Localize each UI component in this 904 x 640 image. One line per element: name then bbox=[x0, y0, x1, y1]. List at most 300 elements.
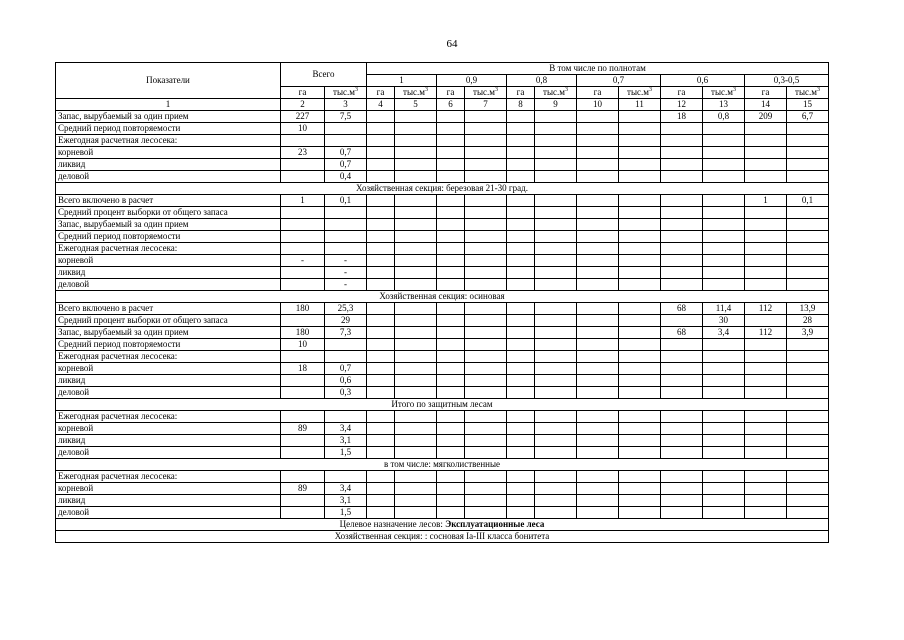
table-cell bbox=[395, 159, 437, 171]
table-cell: 10 bbox=[281, 123, 325, 135]
table-cell bbox=[465, 207, 507, 219]
table-cell bbox=[787, 483, 829, 495]
table-cell bbox=[661, 351, 703, 363]
table-cell bbox=[661, 135, 703, 147]
table-cell bbox=[703, 435, 745, 447]
table-cell: 3,1 bbox=[325, 495, 367, 507]
table-cell bbox=[787, 411, 829, 423]
section-title: Хозяйственная секция: : сосновая Ia-III класса бонитета bbox=[56, 531, 829, 543]
table-cell bbox=[619, 123, 661, 135]
table-cell bbox=[281, 351, 325, 363]
table-cell bbox=[281, 387, 325, 399]
unit-ha: га bbox=[437, 87, 465, 99]
table-cell bbox=[745, 435, 787, 447]
table-cell bbox=[787, 471, 829, 483]
table-cell: 0,6 bbox=[325, 375, 367, 387]
row-label: деловой bbox=[56, 279, 281, 291]
table-cell bbox=[465, 483, 507, 495]
table-cell bbox=[787, 219, 829, 231]
table-row bbox=[56, 267, 829, 279]
table-cell bbox=[745, 411, 787, 423]
table-cell bbox=[619, 495, 661, 507]
table-cell: 112 bbox=[745, 303, 787, 315]
column-number: 7 bbox=[465, 99, 507, 111]
table-cell: 7,5 bbox=[325, 111, 367, 123]
table-cell bbox=[745, 231, 787, 243]
table-cell bbox=[619, 231, 661, 243]
table-cell bbox=[395, 327, 437, 339]
table-cell bbox=[619, 351, 661, 363]
table-cell bbox=[577, 147, 619, 159]
section-row bbox=[56, 531, 829, 543]
table-cell bbox=[535, 315, 577, 327]
table-cell: 0,7 bbox=[325, 363, 367, 375]
table-cell bbox=[395, 483, 437, 495]
table-cell bbox=[395, 495, 437, 507]
table-cell bbox=[367, 447, 395, 459]
table-row bbox=[56, 195, 829, 207]
table-cell bbox=[395, 147, 437, 159]
table-cell bbox=[535, 135, 577, 147]
row-label: Запас, вырубаемый за один прием bbox=[56, 327, 281, 339]
table-cell bbox=[745, 171, 787, 183]
table-cell bbox=[507, 111, 535, 123]
header-density: 0,7 bbox=[577, 75, 661, 87]
table-cell: 68 bbox=[661, 327, 703, 339]
table-row bbox=[56, 435, 829, 447]
column-number: 11 bbox=[619, 99, 661, 111]
table-cell bbox=[437, 123, 465, 135]
table-cell bbox=[619, 339, 661, 351]
table-cell bbox=[325, 351, 367, 363]
table-cell bbox=[437, 507, 465, 519]
table-cell bbox=[745, 159, 787, 171]
table-cell bbox=[787, 435, 829, 447]
table-cell bbox=[281, 315, 325, 327]
table-cell bbox=[535, 123, 577, 135]
table-row bbox=[56, 207, 829, 219]
table-cell bbox=[661, 315, 703, 327]
table-cell bbox=[619, 471, 661, 483]
table-cell bbox=[437, 435, 465, 447]
table-cell bbox=[577, 483, 619, 495]
table-row bbox=[56, 303, 829, 315]
table-cell bbox=[619, 303, 661, 315]
table-cell bbox=[703, 471, 745, 483]
table-cell bbox=[465, 375, 507, 387]
table-row bbox=[56, 279, 829, 291]
table-row bbox=[56, 507, 829, 519]
table-cell bbox=[577, 423, 619, 435]
table-cell bbox=[465, 423, 507, 435]
page-number: 64 bbox=[446, 38, 458, 50]
table-cell bbox=[367, 315, 395, 327]
table-cell bbox=[367, 267, 395, 279]
section-row bbox=[56, 183, 829, 195]
row-label: деловой bbox=[56, 507, 281, 519]
table-cell bbox=[535, 411, 577, 423]
row-label: деловой bbox=[56, 387, 281, 399]
table-cell bbox=[703, 171, 745, 183]
table-cell bbox=[367, 195, 395, 207]
table-cell bbox=[619, 375, 661, 387]
row-label: корневой bbox=[56, 255, 281, 267]
table-cell bbox=[577, 231, 619, 243]
table-cell bbox=[395, 219, 437, 231]
column-number: 15 bbox=[787, 99, 829, 111]
table-cell bbox=[745, 351, 787, 363]
table-cell bbox=[281, 171, 325, 183]
table-cell bbox=[437, 411, 465, 423]
table-row bbox=[56, 327, 829, 339]
table-cell bbox=[535, 483, 577, 495]
table-cell bbox=[787, 279, 829, 291]
table-row bbox=[56, 423, 829, 435]
table-cell bbox=[437, 471, 465, 483]
table-cell bbox=[367, 435, 395, 447]
table-cell bbox=[281, 267, 325, 279]
table-cell bbox=[281, 507, 325, 519]
row-label: Ежегодная расчетная лесосека: bbox=[56, 135, 281, 147]
table-cell bbox=[507, 363, 535, 375]
table-cell: 1 bbox=[745, 195, 787, 207]
table-cell: 10 bbox=[281, 339, 325, 351]
table-row bbox=[56, 447, 829, 459]
table-cell bbox=[281, 231, 325, 243]
table-cell bbox=[745, 207, 787, 219]
column-number: 13 bbox=[703, 99, 745, 111]
table-cell: 6,7 bbox=[787, 111, 829, 123]
table-cell bbox=[535, 195, 577, 207]
table-cell bbox=[703, 219, 745, 231]
table-cell bbox=[367, 159, 395, 171]
table-cell bbox=[367, 375, 395, 387]
table-cell bbox=[367, 279, 395, 291]
table-row bbox=[56, 135, 829, 147]
table-cell bbox=[281, 243, 325, 255]
table-cell bbox=[325, 471, 367, 483]
table-row bbox=[56, 231, 829, 243]
table-cell bbox=[535, 147, 577, 159]
table-cell bbox=[703, 387, 745, 399]
table-cell bbox=[437, 387, 465, 399]
table-cell bbox=[619, 171, 661, 183]
table-cell bbox=[619, 159, 661, 171]
table-cell bbox=[787, 387, 829, 399]
column-number: 12 bbox=[661, 99, 703, 111]
table-cell bbox=[535, 327, 577, 339]
table-cell bbox=[577, 279, 619, 291]
table-cell bbox=[535, 303, 577, 315]
table-cell bbox=[577, 315, 619, 327]
table-cell bbox=[661, 243, 703, 255]
unit-thous-m3: $тыс.м^3$ bbox=[703, 87, 745, 99]
table-cell bbox=[619, 507, 661, 519]
table-cell: 0,8 bbox=[703, 111, 745, 123]
table-cell bbox=[535, 159, 577, 171]
table-cell bbox=[367, 303, 395, 315]
table-cell bbox=[507, 351, 535, 363]
table-cell: 0,7 bbox=[325, 147, 367, 159]
table-cell bbox=[367, 471, 395, 483]
table-cell: 112 bbox=[745, 327, 787, 339]
table-cell bbox=[465, 327, 507, 339]
column-number: 4 bbox=[367, 99, 395, 111]
unit-ha: га bbox=[577, 87, 619, 99]
table-cell bbox=[745, 339, 787, 351]
row-label: Средний период повторяемости bbox=[56, 123, 281, 135]
table-cell bbox=[437, 243, 465, 255]
table-cell bbox=[507, 171, 535, 183]
table-cell bbox=[661, 447, 703, 459]
row-label: Средний период повторяемости bbox=[56, 231, 281, 243]
table-cell bbox=[437, 303, 465, 315]
header-density: 0,9 bbox=[437, 75, 507, 87]
table-cell bbox=[619, 267, 661, 279]
table-cell bbox=[619, 135, 661, 147]
table-cell bbox=[465, 471, 507, 483]
column-number: 2 bbox=[281, 99, 325, 111]
table-cell bbox=[661, 339, 703, 351]
table-cell bbox=[619, 219, 661, 231]
table-cell bbox=[465, 315, 507, 327]
table-cell: 1 bbox=[281, 195, 325, 207]
table-cell: 3,4 bbox=[325, 423, 367, 435]
table-cell bbox=[465, 339, 507, 351]
table-cell bbox=[367, 123, 395, 135]
table-cell bbox=[395, 447, 437, 459]
table-cell bbox=[437, 147, 465, 159]
table-cell: 30 bbox=[703, 315, 745, 327]
table-cell bbox=[437, 315, 465, 327]
column-number: 1 bbox=[56, 99, 281, 111]
table-row bbox=[56, 411, 829, 423]
table-cell bbox=[703, 195, 745, 207]
table-cell bbox=[745, 135, 787, 147]
table-cell bbox=[619, 411, 661, 423]
table-cell bbox=[577, 135, 619, 147]
table-cell bbox=[577, 195, 619, 207]
table-cell bbox=[703, 339, 745, 351]
table-cell bbox=[395, 363, 437, 375]
table-cell bbox=[437, 255, 465, 267]
table-cell bbox=[465, 219, 507, 231]
table-cell bbox=[703, 495, 745, 507]
table-row bbox=[56, 315, 829, 327]
table-body bbox=[56, 111, 829, 543]
table-cell bbox=[577, 351, 619, 363]
table-cell bbox=[787, 375, 829, 387]
table-row bbox=[56, 123, 829, 135]
table-row bbox=[56, 375, 829, 387]
table-cell bbox=[661, 171, 703, 183]
table-cell bbox=[465, 495, 507, 507]
table-row bbox=[56, 159, 829, 171]
table-cell bbox=[787, 339, 829, 351]
table-cell bbox=[661, 483, 703, 495]
table-cell bbox=[465, 435, 507, 447]
table-cell bbox=[787, 363, 829, 375]
row-label: ликвид bbox=[56, 435, 281, 447]
table-cell bbox=[703, 123, 745, 135]
table-cell bbox=[787, 123, 829, 135]
table-cell bbox=[661, 387, 703, 399]
table-cell bbox=[281, 375, 325, 387]
table-cell bbox=[437, 339, 465, 351]
table-cell bbox=[437, 495, 465, 507]
table-cell: 0,7 bbox=[325, 159, 367, 171]
table-cell bbox=[619, 423, 661, 435]
table-cell bbox=[619, 147, 661, 159]
table-cell bbox=[507, 327, 535, 339]
table-cell bbox=[507, 435, 535, 447]
table-cell bbox=[703, 483, 745, 495]
table-cell bbox=[535, 267, 577, 279]
table-row bbox=[56, 243, 829, 255]
table-cell bbox=[661, 279, 703, 291]
row-label: Всего включено в расчет bbox=[56, 195, 281, 207]
row-label: ликвид bbox=[56, 159, 281, 171]
table-cell bbox=[367, 147, 395, 159]
table-cell bbox=[577, 207, 619, 219]
table-cell bbox=[703, 243, 745, 255]
table-cell bbox=[437, 207, 465, 219]
table-cell bbox=[465, 231, 507, 243]
table-cell bbox=[465, 135, 507, 147]
table-cell: 0,1 bbox=[787, 195, 829, 207]
table-cell: 18 bbox=[661, 111, 703, 123]
table-cell bbox=[535, 363, 577, 375]
table-cell bbox=[661, 375, 703, 387]
table-cell bbox=[703, 207, 745, 219]
table-cell bbox=[745, 315, 787, 327]
table-cell bbox=[367, 363, 395, 375]
table-cell bbox=[325, 123, 367, 135]
table-cell bbox=[703, 147, 745, 159]
table-cell bbox=[787, 255, 829, 267]
section-title: Целевое назначение лесов: Эксплуатационные леса bbox=[56, 519, 829, 531]
table-cell bbox=[281, 207, 325, 219]
table-cell bbox=[507, 423, 535, 435]
table-cell bbox=[465, 267, 507, 279]
unit-ha: га bbox=[367, 87, 395, 99]
row-label: Запас, вырубаемый за один прием bbox=[56, 219, 281, 231]
table-cell bbox=[437, 267, 465, 279]
table-cell bbox=[281, 159, 325, 171]
table-cell bbox=[367, 171, 395, 183]
table-cell bbox=[395, 411, 437, 423]
header-density: 1 bbox=[367, 75, 437, 87]
table-cell: 0,3 bbox=[325, 387, 367, 399]
column-number: 8 bbox=[507, 99, 535, 111]
table-cell bbox=[437, 219, 465, 231]
table-cell bbox=[367, 339, 395, 351]
table-cell bbox=[619, 195, 661, 207]
table-cell bbox=[577, 495, 619, 507]
table-cell bbox=[465, 279, 507, 291]
table-cell bbox=[507, 123, 535, 135]
table-cell bbox=[437, 135, 465, 147]
table-cell bbox=[577, 327, 619, 339]
unit-ha: га bbox=[745, 87, 787, 99]
table-cell bbox=[745, 267, 787, 279]
table-cell bbox=[367, 219, 395, 231]
table-cell: 3,4 bbox=[325, 483, 367, 495]
table-cell bbox=[745, 471, 787, 483]
table-cell bbox=[745, 507, 787, 519]
table-cell bbox=[619, 483, 661, 495]
table-cell bbox=[507, 231, 535, 243]
section-row bbox=[56, 399, 829, 411]
table-cell bbox=[367, 495, 395, 507]
table-cell: - bbox=[325, 267, 367, 279]
table-cell bbox=[577, 435, 619, 447]
table-cell bbox=[367, 387, 395, 399]
table-cell bbox=[661, 495, 703, 507]
table-cell bbox=[535, 447, 577, 459]
table-cell bbox=[437, 279, 465, 291]
unit-ha: га bbox=[507, 87, 535, 99]
column-number: 3 bbox=[325, 99, 367, 111]
section-row bbox=[56, 459, 829, 471]
row-label: Запас, вырубаемый за один прием bbox=[56, 111, 281, 123]
table-cell bbox=[535, 507, 577, 519]
table-cell bbox=[535, 219, 577, 231]
table-cell bbox=[325, 243, 367, 255]
table-cell bbox=[619, 363, 661, 375]
row-label: Ежегодная расчетная лесосека: bbox=[56, 351, 281, 363]
table-cell bbox=[395, 123, 437, 135]
table-cell: 18 bbox=[281, 363, 325, 375]
table-cell bbox=[703, 255, 745, 267]
table-cell: 1,5 bbox=[325, 447, 367, 459]
table-cell bbox=[577, 387, 619, 399]
header-column-numbers-row bbox=[56, 99, 829, 111]
header-incl-by-density: В том числе по полнотам bbox=[367, 63, 829, 75]
table-cell bbox=[661, 207, 703, 219]
table-cell bbox=[395, 267, 437, 279]
header-density: 0,3-0,5 bbox=[745, 75, 829, 87]
unit-ha: га bbox=[281, 87, 325, 99]
table-cell bbox=[577, 447, 619, 459]
table-cell bbox=[661, 219, 703, 231]
table-cell bbox=[745, 387, 787, 399]
table-cell bbox=[535, 495, 577, 507]
table-cell: 0,4 bbox=[325, 171, 367, 183]
table-cell bbox=[395, 171, 437, 183]
table-cell: - bbox=[281, 255, 325, 267]
table-cell: 180 bbox=[281, 303, 325, 315]
table-cell bbox=[745, 123, 787, 135]
table-cell bbox=[703, 375, 745, 387]
table-cell bbox=[465, 387, 507, 399]
table-cell: 68 bbox=[661, 303, 703, 315]
table-cell bbox=[395, 471, 437, 483]
table-cell bbox=[535, 111, 577, 123]
table-cell bbox=[787, 135, 829, 147]
row-label: корневой bbox=[56, 483, 281, 495]
table-cell bbox=[281, 435, 325, 447]
table-cell bbox=[577, 219, 619, 231]
table-cell bbox=[281, 219, 325, 231]
table-cell bbox=[535, 231, 577, 243]
table-cell bbox=[703, 135, 745, 147]
table-cell bbox=[787, 267, 829, 279]
table-cell bbox=[367, 411, 395, 423]
table-cell bbox=[507, 483, 535, 495]
column-number: 6 bbox=[437, 99, 465, 111]
table-cell bbox=[465, 171, 507, 183]
